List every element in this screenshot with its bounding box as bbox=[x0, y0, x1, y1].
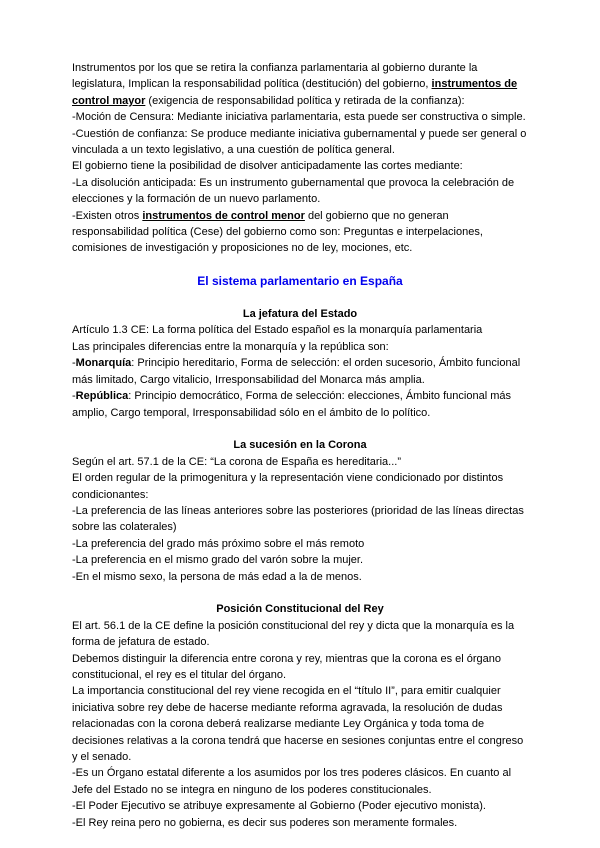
text-run: Las principales diferencias entre la monarquía y la república son: bbox=[72, 340, 389, 353]
text-run: Debemos distinguir la diferencia entre corona y rey, mientras que la corona es el órgano constitucional, el rey es el titular del órgano. bbox=[72, 652, 502, 681]
text-run: -La preferencia de las líneas anteriores sobre las posteriores (prioridad de las líneas directas sobre las colaterales) bbox=[72, 504, 524, 534]
paragraph bbox=[72, 109, 528, 125]
document-body bbox=[72, 60, 528, 831]
document-main-heading: El sistema parlamentario en España bbox=[197, 274, 403, 289]
text-run: -El Poder Ejecutivo se atribuye expresamente al Gobierno (Poder ejecutivo monista). bbox=[72, 800, 486, 813]
text-run: -Moción de Censura: Mediante iniciativa parlamentaria, esta puede ser constructiva o simple. bbox=[72, 111, 526, 124]
text-run: : Principio democrático, Forma de selección: elecciones, Ámbito funcional más amplio, Cargo temporal, Irresponsabilidad sólo en el ámbito de lo político. bbox=[72, 390, 511, 419]
paragraph bbox=[72, 815, 528, 831]
text-run: -Cuestión de confianza: Se produce mediante iniciativa gubernamental y puede ser general o vinculada a un texto legislativo, a una cuestión de política general. bbox=[72, 127, 527, 157]
blank-line bbox=[72, 290, 528, 306]
paragraph bbox=[72, 175, 528, 208]
text-run: -Existen otros bbox=[72, 209, 143, 222]
text-run: instrumentos de control menor bbox=[142, 209, 305, 222]
text-run: : Principio hereditario, Forma de selección: el orden sucesorio, Ámbito funcional más limitado, Cargo vitalicio, Irresponsabilidad del Monarca más amplia. bbox=[72, 357, 521, 386]
text-run: del gobierno que no generan responsabilidad política (Cese) del gobierno como son: Preguntas e interpelaciones, comisiones de investigación y proposiciones no de ley, mociones, etc. bbox=[72, 209, 483, 255]
paragraph bbox=[72, 503, 528, 536]
text-run: -Es un Órgano estatal diferente a los asumidos por los tres poderes clásicos. En cuanto al Jefe del Estado no se integra en ninguno de los poderes constitucionales. bbox=[72, 767, 512, 796]
section-heading: La jefatura del Estado bbox=[242, 308, 358, 321]
text-run: República bbox=[75, 390, 129, 403]
text-run: El gobierno tiene la posibilidad de disolver anticipadamente las cortes mediante: bbox=[72, 160, 463, 173]
paragraph bbox=[72, 158, 528, 174]
text-run: -En el mismo sexo, la persona de más edad a la de menos. bbox=[72, 570, 362, 583]
text-run: -El Rey reina pero no gobierna, es decir sus poderes son meramente formales. bbox=[72, 816, 458, 829]
paragraph bbox=[72, 536, 528, 552]
paragraph bbox=[72, 126, 528, 159]
paragraph bbox=[72, 569, 528, 585]
paragraph bbox=[72, 651, 528, 684]
paragraph bbox=[72, 355, 528, 388]
text-run: El art. 56.1 de la CE define la posición constitucional del rey y dicta que la monarquía es la forma de jefatura de estado. bbox=[72, 619, 515, 649]
paragraph bbox=[72, 618, 528, 651]
text-run: El orden regular de la primogenitura y la representación viene condicionado por distintos condicionantes: bbox=[72, 472, 504, 501]
text-run: Instrumentos por los que se retira la confianza parlamentaria al gobierno durante la legislatura, Implican la responsabilidad política (destitución) del gobierno, bbox=[72, 62, 478, 91]
text-run: -La disolución anticipada: Es un instrumento gubernamental que provoca la celebración de elecciones y la formación de un nuevo parlamento. bbox=[72, 176, 515, 206]
text-run: La importancia constitucional del rey viene recogida en el “título II”, para emitir cualquier iniciativa sobre rey debe de hacerse mediante reforma agravada, la resolución de dudas relacionadas con la corona deberá realizarse mediante Ley Orgánica y toda toma de decisiones relativas a la corona tendrá que hacerse en sesiones conjuntas entre el congreso y el senado. bbox=[72, 685, 524, 763]
paragraph bbox=[72, 454, 528, 470]
paragraph bbox=[72, 765, 528, 798]
text-run: -La preferencia en el mismo grado del varón sobre la mujer. bbox=[72, 554, 364, 567]
text-run: (exigencia de responsabilidad política y retirada de la confianza): bbox=[145, 94, 465, 107]
section-heading: Posición Constitucional del Rey bbox=[216, 603, 384, 616]
paragraph bbox=[72, 683, 528, 765]
blank-line bbox=[72, 585, 528, 601]
text-run: Monarquía bbox=[75, 357, 132, 370]
text-run: -La preferencia del grado más próximo sobre el más remoto bbox=[72, 537, 365, 550]
text-run: instrumentos de control mayor bbox=[72, 78, 518, 107]
paragraph bbox=[72, 339, 528, 355]
paragraph bbox=[72, 798, 528, 814]
section-heading: La sucesión en la Corona bbox=[233, 439, 367, 452]
blank-line bbox=[72, 257, 528, 273]
text-run: Según el art. 57.1 de la CE: “La corona de España es hereditaria...” bbox=[72, 455, 401, 468]
paragraph bbox=[72, 208, 528, 257]
text-run: - bbox=[72, 390, 76, 403]
blank-line bbox=[72, 421, 528, 437]
text-run: - bbox=[72, 357, 76, 370]
paragraph bbox=[72, 552, 528, 568]
paragraph bbox=[72, 388, 528, 421]
text-run: Artículo 1.3 CE: La forma política del Estado español es la monarquía parlamentaria bbox=[72, 324, 483, 337]
paragraph bbox=[72, 470, 528, 503]
paragraph bbox=[72, 60, 528, 109]
paragraph bbox=[72, 322, 528, 338]
